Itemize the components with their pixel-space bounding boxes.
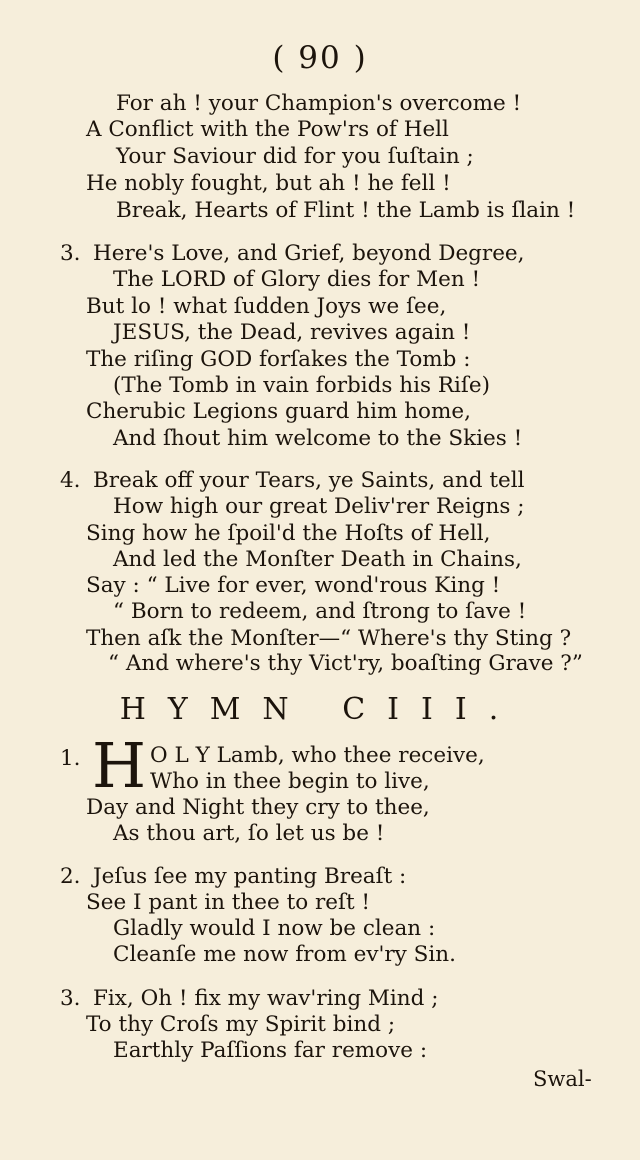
page-number: ( 90 ) bbox=[272, 40, 368, 76]
stanza-number: 2. bbox=[60, 864, 81, 889]
hymn-title: HYMN CIII. bbox=[119, 692, 521, 727]
verse-line: For ah ! your Champion's overcome ! bbox=[116, 91, 522, 116]
stanza-line: Jeſus ſee my panting Breaſt : bbox=[93, 864, 407, 889]
verse-line: Break off your Tears, ye Saints, and tell bbox=[93, 468, 525, 493]
stanza-number: 3. bbox=[60, 986, 81, 1011]
verse-line: The riſing GOD forſakes the Tomb : bbox=[86, 347, 471, 372]
verse-line: “ Born to redeem, and ſtrong to ſave ! bbox=[113, 599, 527, 624]
verse-line: But lo ! what ſudden Joys we ſee, bbox=[86, 294, 447, 319]
catchword: Swal- bbox=[533, 1067, 592, 1091]
verse-line: And ſhout him welcome to the Skies ! bbox=[113, 426, 523, 451]
verse-line: Sing how he ſpoil'd the Hoſts of Hell, bbox=[86, 521, 491, 546]
verse-line: Say : “ Live for ever, wond'rous King ! bbox=[86, 573, 501, 598]
verse-number: 3. bbox=[60, 241, 81, 266]
verse-line: Your Saviour did for you ſuſtain ; bbox=[116, 144, 474, 169]
stanza-line: As thou art, ſo let us be ! bbox=[113, 821, 385, 846]
stanza-line: Gladly would I now be clean : bbox=[113, 916, 436, 941]
stanza-line: Fix, Oh ! fix my wav'ring Mind ; bbox=[93, 986, 439, 1011]
stanza-line: Day and Night they cry to thee, bbox=[86, 795, 430, 820]
stanza-line: O L Y Lamb, who thee receive, bbox=[150, 743, 485, 768]
verse-line: “ And where's thy Vict'ry, boaſting Grave ?” bbox=[108, 651, 583, 676]
verse-line: Cherubic Legions guard him home, bbox=[86, 399, 471, 424]
stanza-line: See I pant in thee to reſt ! bbox=[86, 890, 371, 915]
stanza-line: Earthly Paſſions far remove : bbox=[113, 1038, 428, 1063]
stanza-line: Who in thee begin to live, bbox=[150, 769, 430, 794]
stanza-line: Cleanſe me now from ev'ry Sin. bbox=[113, 942, 456, 967]
stanza-number: 1. bbox=[60, 746, 81, 771]
stanza-line: To thy Croſs my Spirit bind ; bbox=[86, 1012, 396, 1037]
drop-cap: H bbox=[92, 729, 147, 802]
verse-line: Then aſk the Monſter—“ Where's thy Sting ? bbox=[86, 626, 572, 651]
verse-line: (The Tomb in vain forbids his Riſe) bbox=[113, 373, 490, 398]
verse-line: Here's Love, and Grief, beyond Degree, bbox=[93, 241, 525, 266]
verse-number: 4. bbox=[60, 468, 81, 493]
verse-line: And led the Monſter Death in Chains, bbox=[113, 547, 522, 572]
verse-line: The LORD of Glory dies for Men ! bbox=[113, 267, 481, 292]
verse-line: Break, Hearts of Flint ! the Lamb is ſlain ! bbox=[116, 198, 576, 223]
verse-line: JESUS, the Dead, revives again ! bbox=[113, 320, 471, 345]
verse-line: He nobly fought, but ah ! he fell ! bbox=[86, 171, 451, 196]
verse-line: A Conflict with the Pow'rs of Hell bbox=[86, 117, 449, 142]
verse-line: How high our great Deliv'rer Reigns ; bbox=[113, 494, 525, 519]
